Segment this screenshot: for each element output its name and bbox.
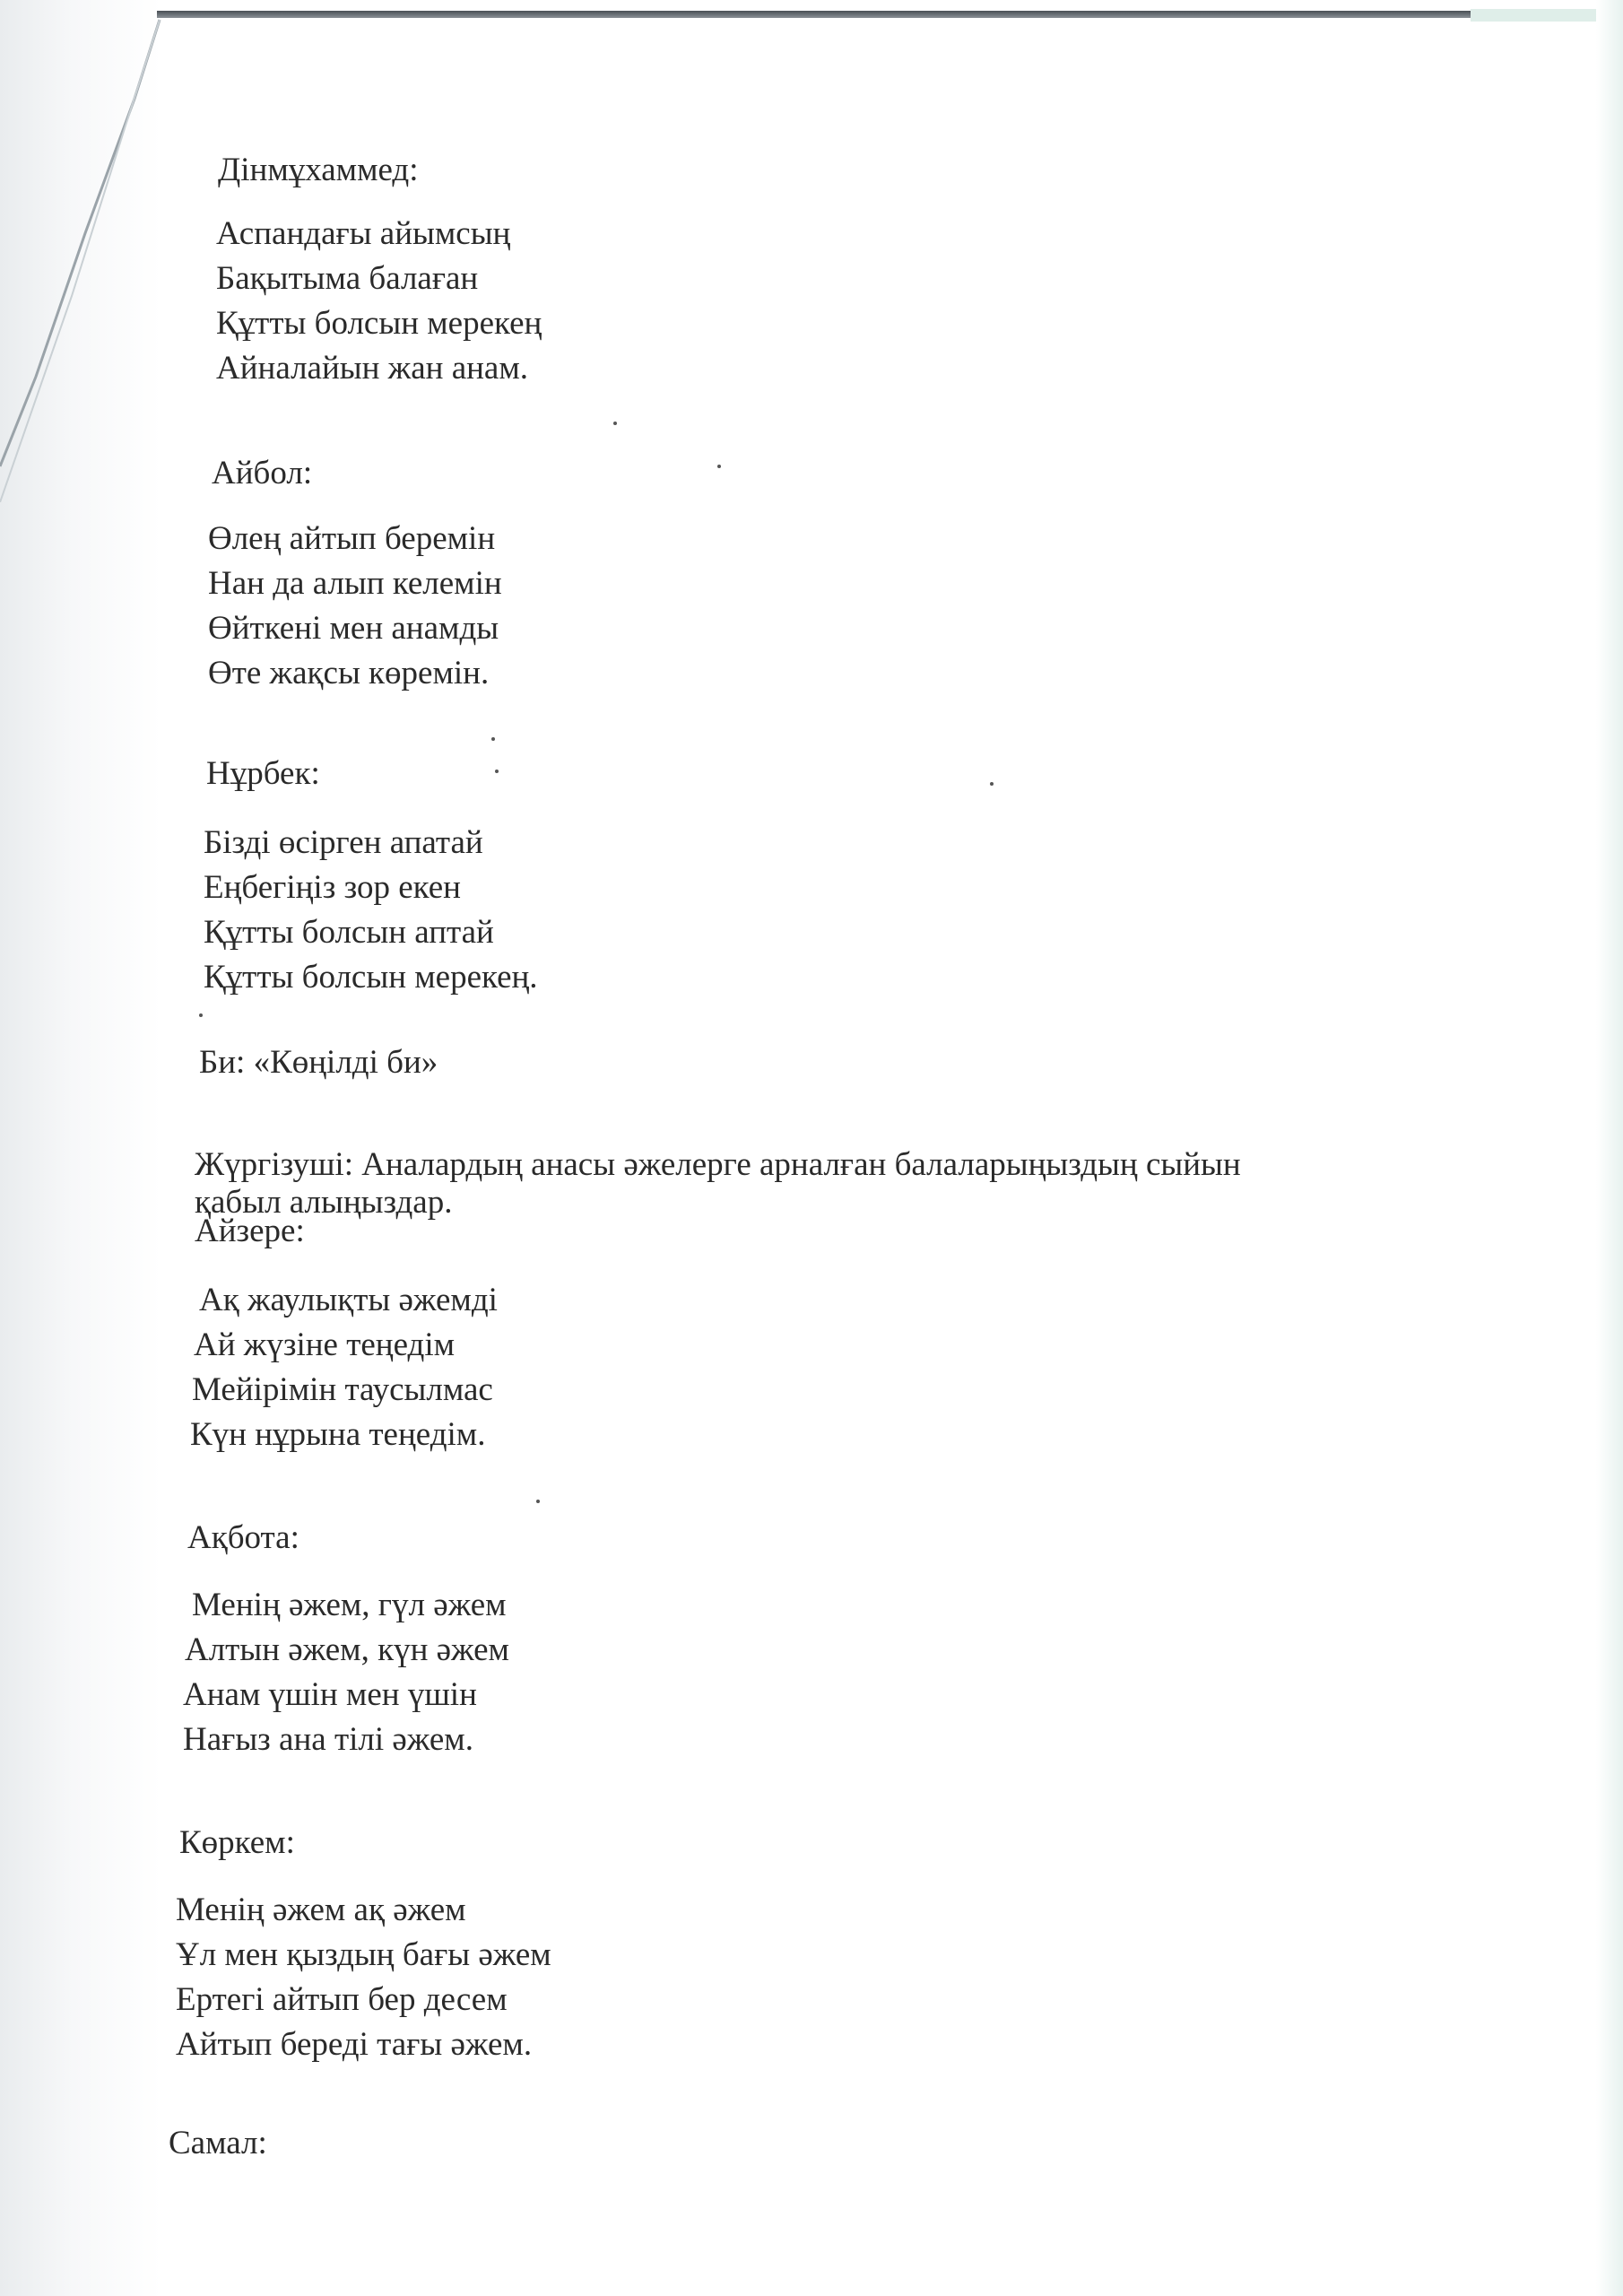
poem-stanza	[183, 1583, 509, 1762]
scan-speck	[491, 737, 495, 741]
host-text	[195, 1146, 1241, 1222]
poem-line: Ақ жаулықты әжемді	[199, 1282, 498, 1318]
poem-line: Құтты болсын аптай	[204, 914, 494, 951]
poem-line: Аспандағы айымсың	[216, 215, 511, 252]
poem-stanza	[190, 1278, 498, 1457]
host-line: Жүргізуші: Аналардың анасы әжелерге арналған балаларыңыздың сыйын	[195, 1146, 1241, 1183]
poem-line: Алтын әжем, күн әжем	[185, 1631, 509, 1668]
host-line: қабыл алыңыздар.	[195, 1184, 453, 1221]
poem-line: Бақытыма балаған	[216, 260, 479, 297]
poem-line: Күн нұрына теңедім.	[190, 1416, 486, 1453]
speaker-name: Нұрбек:	[206, 755, 320, 792]
speaker-name: Айбол:	[212, 455, 313, 491]
poem-line: Нағыз ана тілі әжем.	[183, 1721, 473, 1758]
scan-speck	[717, 465, 721, 468]
poem-line: Менің әжем, гүл әжем	[192, 1587, 507, 1623]
scan-right-edge	[1596, 0, 1623, 2296]
poem-line: Анам үшін мен үшін	[183, 1676, 477, 1713]
poem-line: Нан да алып келемін	[208, 565, 502, 602]
poem-line: Бізді өсірген апатай	[204, 824, 483, 861]
poem-line: Ертегі айтып бер десем	[176, 1981, 508, 2018]
scan-speck	[990, 782, 994, 786]
speaker-name: Айзере:	[195, 1213, 305, 1249]
speaker-name: Самал:	[169, 2125, 267, 2161]
poem-stanza	[204, 821, 538, 1000]
poem-line: Ай жүзіне теңедім	[194, 1326, 456, 1363]
scan-speck	[536, 1500, 540, 1503]
poem-line: Өте жақсы көремін.	[208, 655, 490, 691]
poem-line: Құтты болсын мерекең	[216, 305, 542, 342]
speaker-name: Дінмұхаммед:	[218, 152, 419, 188]
scan-speck	[495, 770, 499, 773]
scan-fold-line	[0, 0, 179, 502]
speaker-name: Ақбота:	[187, 1519, 299, 1556]
scan-top-edge	[157, 11, 1592, 18]
poem-stanza	[176, 1888, 551, 2067]
dance-item: Би: «Көңілді би»	[199, 1044, 438, 1081]
poem-line: Өйткені мен анамды	[208, 610, 499, 647]
poem-line: Ұл мен қыздың бағы әжем	[176, 1936, 551, 1973]
poem-stanza	[216, 212, 542, 391]
scan-speck	[613, 422, 617, 425]
speaker-name: Көркем:	[179, 1824, 295, 1861]
poem-line: Еңбегіңіз зор екен	[204, 869, 461, 906]
poem-line: Менің әжем ақ әжем	[176, 1892, 466, 1928]
poem-line: Құтты болсын мерекең.	[204, 959, 538, 996]
poem-line: Айналайын жан анам.	[216, 350, 529, 387]
poem-line: Өлең айтып беремін	[208, 520, 496, 557]
scan-speck	[199, 1013, 203, 1017]
poem-line: Айтып береді тағы әжем.	[176, 2026, 533, 2063]
poem-line: Мейірімін таусылмас	[192, 1371, 493, 1408]
poem-stanza	[208, 517, 502, 696]
